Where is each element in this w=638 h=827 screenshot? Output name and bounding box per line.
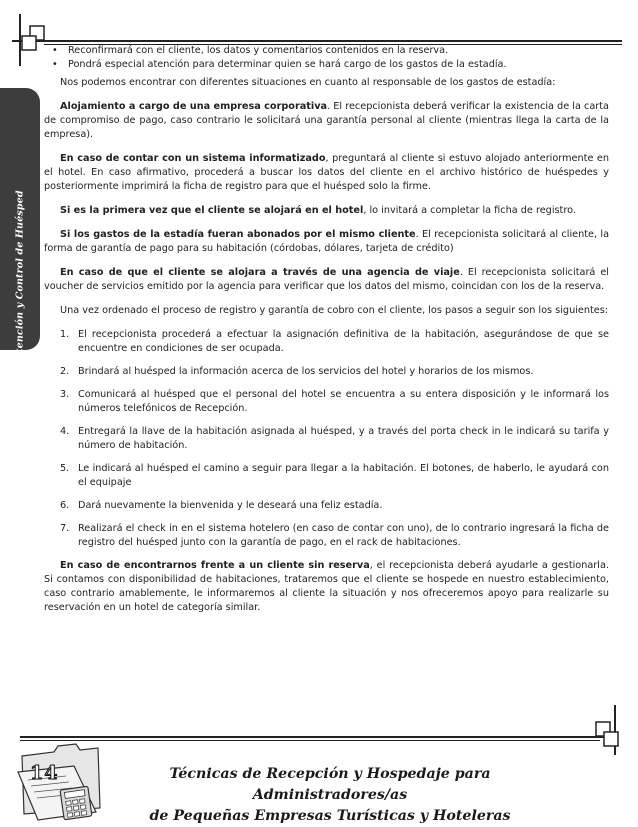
step-text: Le indicará al huésped el camino a seguir para llegar a la habitación. El botones, de haberlo, le ayudará con el equipaje: [78, 463, 609, 488]
top-rule: [12, 40, 622, 42]
case-text: , preguntará al cliente si estuvo alojado anteriormente en el hotel. En caso afirmativo, procederá a buscar los datos del cliente en el archivo histórico de huéspedes y posteriormente imprimirá la ficha de registro para que el huésped solo la firme.: [44, 153, 610, 192]
case-heading: Si los gastos de la estadía fueran abonados por el mismo cliente: [60, 229, 416, 240]
case-text: . El recepcionista solicitará al cliente, la forma de garantía de pago para su habitación (córdobas, dólares, tarjeta de crédito): [44, 229, 609, 254]
case-heading: En caso de que el cliente se alojara a través de una agencia de viaje: [60, 267, 460, 278]
bullet-item: • Reconfirmará con el cliente, los datos y comentarios contenidos en la reserva.: [52, 44, 609, 58]
step-number: 7.: [60, 523, 70, 534]
publication-title-line: de Pequeñas Empresas Turísticas y Hoteleras: [149, 808, 511, 824]
steps-intro-paragraph: Una vez ordenado el proceso de registro y garantía de cobro con el cliente, los pasos a seguir son los siguientes:: [60, 305, 609, 316]
step-number: 1.: [60, 329, 70, 340]
step-text: Brindará al huésped la información acerca de los servicios del hotel y horarios de los mismos.: [78, 366, 534, 377]
bottom-rule-thin: [20, 740, 600, 741]
case-heading: Si es la primera vez que el cliente se alojará en el hotel: [60, 205, 364, 216]
bullet-list: [44, 44, 609, 72]
step-text: El recepcionista procederá a efectuar la asignación definitiva de la habitación, asegurándose de que se encuentre en condiciones de ser ocupada.: [78, 329, 609, 354]
steps-list: [44, 328, 609, 550]
step-number: 3.: [60, 389, 70, 400]
step-number: 2.: [60, 366, 70, 377]
closing-paragraph: [44, 559, 609, 615]
closing-text: , el recepcionista deberá ayudarle a gestionarla. Si contamos con disponibilidad de habitaciones, trataremos que el cliente se hospede en nuestro establecimiento, caso contrario amablemente, le informaremos al cliente la situación y nos ofreceremos apoyo para realizarle su reservación en un hotel de categoría similar.: [44, 560, 610, 613]
case-heading: En caso de contar con un sistema informatizado: [60, 153, 326, 164]
publication-title: [105, 764, 555, 827]
step-text: Comunicará al huésped que el personal del hotel se encuentra a su entera disposición y le informará los números telefónicos de Recepción.: [78, 389, 609, 414]
step-item: [60, 328, 609, 356]
chapter-sidebar-tab: [0, 88, 40, 424]
step-text: Dará nuevamente la bienvenida y le deseará una feliz estadía.: [78, 500, 383, 511]
page-body: [44, 44, 609, 625]
step-item: [60, 425, 609, 453]
step-item: [60, 388, 609, 416]
case-paragraph: [44, 228, 609, 256]
sidebar-chapter-label: Recepción, Atención y Control de Huésped: [14, 190, 26, 424]
step-item: [60, 462, 609, 490]
case-paragraph: [44, 266, 609, 294]
step-number: 6.: [60, 500, 70, 511]
bottom-rule: [20, 736, 616, 738]
step-number: 4.: [60, 426, 70, 437]
case-paragraph: [44, 152, 609, 194]
bullet-item: • Pondrá especial atención para determinar quien se hará cargo de los gastos de la estadía.: [52, 58, 609, 72]
case-text: , lo invitará a completar la ficha de registro.: [363, 205, 576, 216]
step-text: Entregará la llave de la habitación asignada al huésped, y a través del porta check in le indicará su tarifa y número de habitación.: [78, 426, 609, 451]
case-paragraph: [44, 204, 609, 218]
publication-title-line: Técnicas de Recepción y Hospedaje para Administradores/as: [169, 766, 491, 803]
folder-documents-calculator-icon: [14, 738, 106, 824]
case-text: . El recepcionista deberá verificar la existencia de la carta de compromiso de pago, caso contrario le solicitará una garantía personal al cliente (mientras llega la carta de la empresa).: [44, 101, 609, 140]
case-text: . El recepcionista solicitará el voucher de servicios emitido por la agencia para verificar que los datos del mismo, coincidan con los de la reserva.: [44, 267, 609, 292]
step-item: [60, 499, 609, 513]
closing-heading: En caso de encontrarnos frente a un cliente sin reserva: [60, 560, 370, 571]
step-text: Realizará el check in en el sistema hotelero (en caso de contar con uno), de lo contrario ingresará la ficha de registro del huésped junto con la garantía de pago, en el rack de habitaciones.: [78, 523, 609, 548]
case-paragraph: [44, 100, 609, 142]
corner-ornament-bottom-right-icon: [590, 718, 630, 758]
step-number: 5.: [60, 463, 70, 474]
step-item: [60, 522, 609, 550]
intro-paragraph: Nos podemos encontrar con diferentes situaciones en cuanto al responsable de los gastos de estadía:: [60, 77, 556, 88]
page-number: 14: [30, 762, 59, 784]
step-item: [60, 365, 609, 379]
case-heading: Alojamiento a cargo de una empresa corporativa: [60, 101, 328, 112]
